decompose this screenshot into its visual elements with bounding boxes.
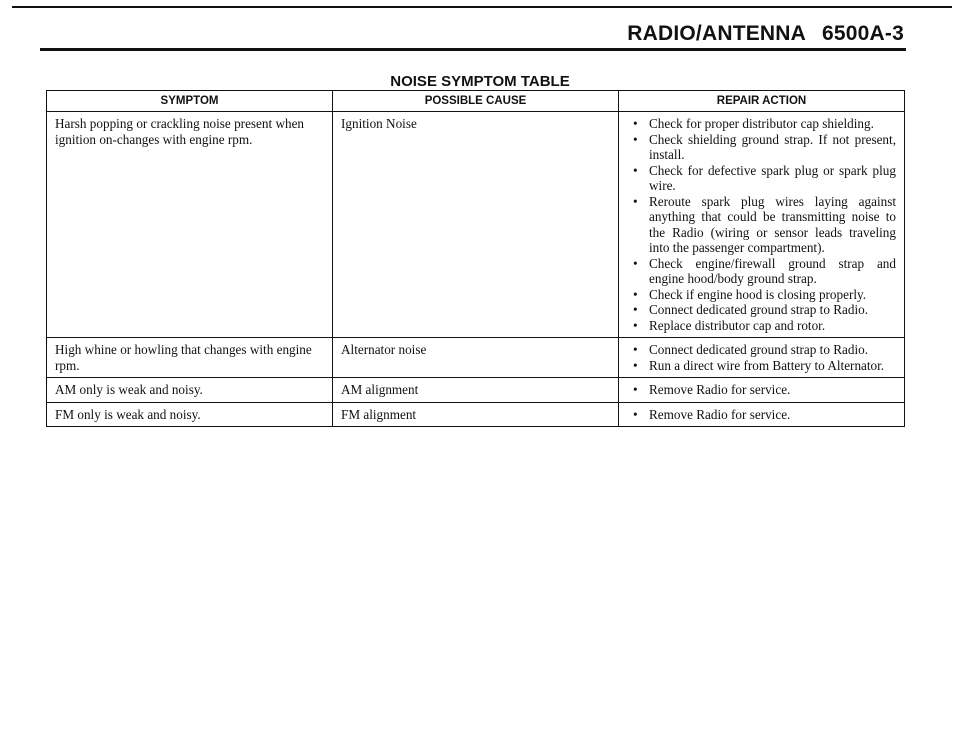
bullet-icon: •: [633, 116, 638, 131]
bullet-icon: •: [633, 255, 638, 271]
page-code: 6500A-3: [822, 22, 904, 45]
symptom-cell: High whine or howling that changes with engine rpm.: [47, 338, 333, 378]
action-list: [627, 382, 896, 398]
list-item: • Check for proper distributor cap shielding.: [633, 116, 874, 131]
noise-symptom-table: [46, 90, 905, 427]
list-item: • Check for defective spark plug or spark plug wire.: [633, 162, 896, 193]
table-title: NOISE SYMPTOM TABLE: [390, 73, 570, 90]
list-item: • Connect dedicated ground strap to Radio.: [633, 342, 869, 357]
list-item: • Check if engine hood is closing properly.: [633, 286, 867, 302]
list-item: • Replace distributor cap and rotor.: [633, 317, 826, 333]
column-header-symptom: SYMPTOM: [47, 91, 333, 112]
table-row: [47, 112, 905, 338]
symptom-cell: AM only is weak and noisy.: [47, 378, 333, 403]
cause-cell: AM alignment: [333, 378, 619, 403]
bullet-icon: •: [633, 406, 638, 422]
bullet-icon: •: [633, 131, 638, 147]
action-list: [627, 407, 896, 423]
cause-cell: Alternator noise: [333, 338, 619, 378]
table-row: [47, 402, 905, 427]
action-cell: [619, 402, 905, 427]
action-list: [627, 342, 896, 373]
list-item: • Connect dedicated ground strap to Radio.: [633, 302, 869, 317]
bullet-icon: •: [633, 162, 638, 178]
column-header-cause: POSSIBLE CAUSE: [333, 91, 619, 112]
table-header-row: [47, 91, 905, 112]
bullet-icon: •: [633, 357, 638, 373]
bullet-icon: •: [633, 317, 638, 333]
bullet-icon: •: [633, 302, 638, 317]
list-item: • Reroute spark plug wires laying against anything that could be transmitting noise to the Radio (wiring or sensor leads traveling into the passenger compartment).: [633, 193, 896, 255]
list-item: • Remove Radio for service.: [633, 382, 791, 397]
page-header: [627, 22, 904, 46]
cause-cell: FM alignment: [333, 402, 619, 427]
table-row: [47, 338, 905, 378]
top-rule: [12, 6, 952, 8]
table-row: [47, 378, 905, 403]
bullet-icon: •: [633, 342, 638, 357]
action-cell: [619, 112, 905, 338]
list-item: • Run a direct wire from Battery to Alternator.: [633, 357, 885, 373]
symptom-cell: FM only is weak and noisy.: [47, 402, 333, 427]
list-item: • Check engine/firewall ground strap and engine hood/body ground strap.: [633, 255, 896, 286]
bullet-icon: •: [633, 193, 638, 209]
list-item: • Check shielding ground strap. If not present, install.: [633, 131, 896, 162]
action-list: [627, 116, 896, 333]
column-header-action: REPAIR ACTION: [619, 91, 905, 112]
section-title: RADIO/ANTENNA: [627, 22, 807, 45]
bullet-icon: •: [633, 382, 638, 397]
cause-cell: Ignition Noise: [333, 112, 619, 338]
symptom-cell: Harsh popping or crackling noise present when ignition on-changes with engine rpm.: [47, 112, 333, 338]
header-rule: [40, 48, 906, 51]
bullet-icon: •: [633, 286, 638, 302]
action-cell: [619, 378, 905, 403]
list-item: • Remove Radio for service.: [633, 406, 791, 422]
action-cell: [619, 338, 905, 378]
